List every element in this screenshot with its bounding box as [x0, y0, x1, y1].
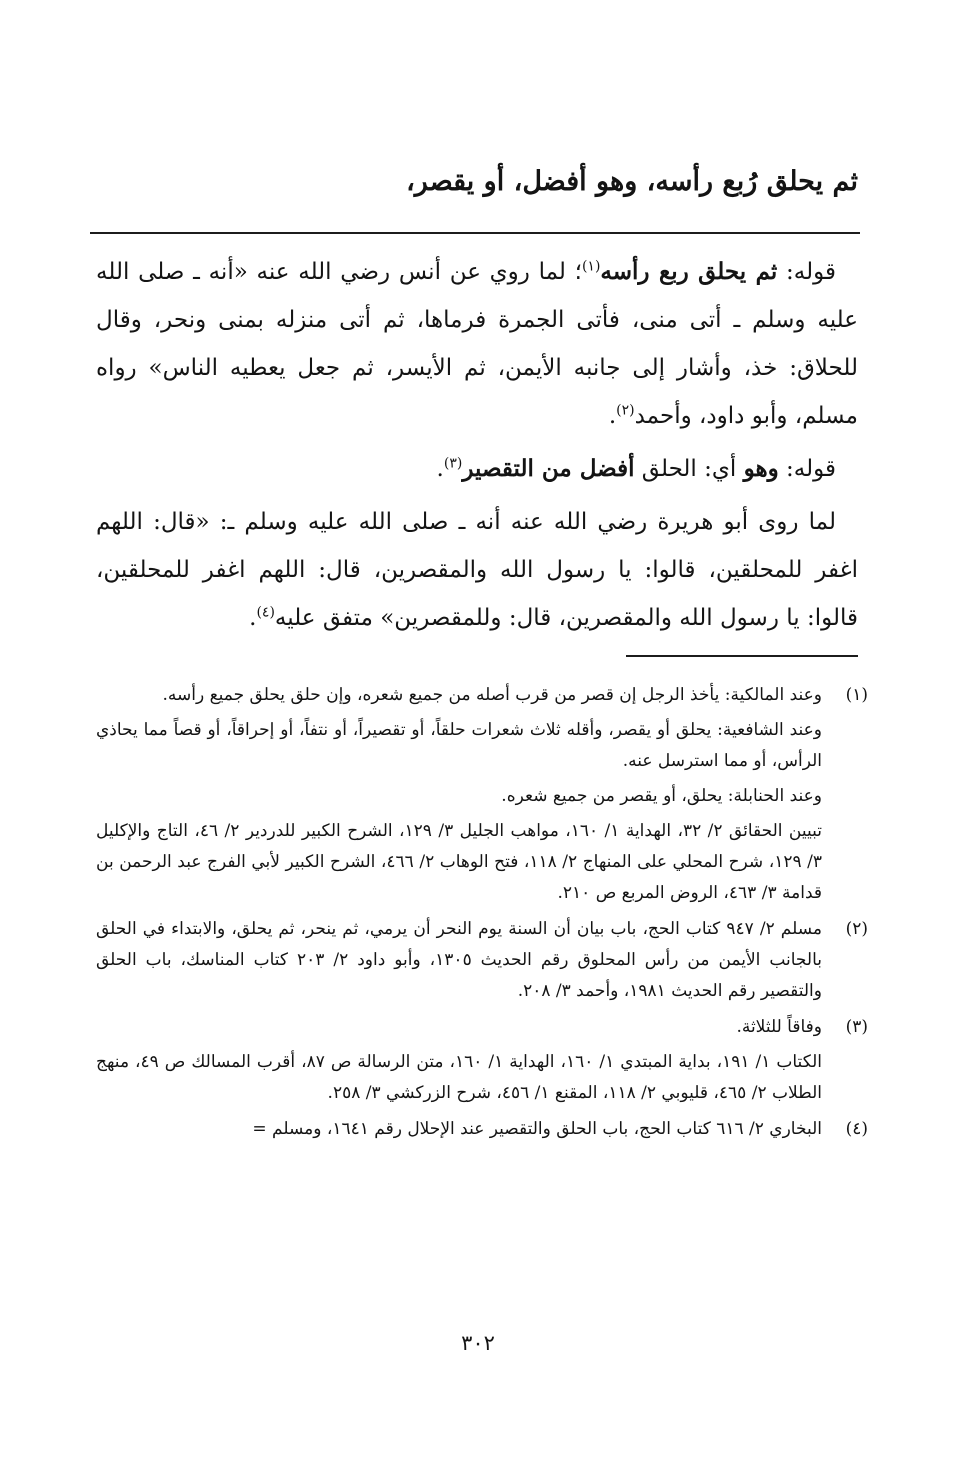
p2-quoted-matn-1: وهو	[743, 455, 779, 482]
footnote-ref-3: (٣)	[443, 455, 463, 472]
footnote-3	[96, 1012, 868, 1109]
footnote-ref-2: (٢)	[616, 402, 635, 419]
footnote-paragraph: وعند المالكية: يأخذ الرجل إن قصر من قرب أصله من جميع شعره، وإن حلق يحلق جميع رأسه.	[162, 685, 822, 705]
commentary-body	[96, 248, 858, 642]
footnote-paragraph: وعند الحنابلة: يحلق، أو يقصر من جميع شعره.	[501, 786, 822, 806]
footnote-paragraph: وفاقاً للثلاثة.	[736, 1017, 822, 1037]
commentary-paragraph-1	[96, 248, 858, 440]
footnote-paragraph: البخاري ٢/ ٦١٦ كتاب الحج، باب الحلق والتقصير عند الإحلال رقم ١٦٤١، ومسلم =	[252, 1119, 822, 1139]
p2-end: .	[436, 456, 444, 482]
p1-text: ؛ لما روي عن أنس رضي الله عنه «أنه ـ صلى الله عليه وسلم ـ أتى منى، فأتى الجمرة فرماها، ثم أتى منزله بمنى ونحر، وقال للحلاق: خذ، وأشار إلى جانبه الأيمن، ثم الأيسر، ثم جعل يعطيه الناس» رواه مسلم، وأبو داود، وأحمد	[96, 259, 858, 429]
p3-text: لما روى أبو هريرة رضي الله عنه أنه ـ صلى الله عليه وسلم ـ: «قال: اللهم اغفر للمحلقين، قالوا: يا رسول الله والمقصرين، قال: اللهم اغفر للمحلقين، قالوا: يا رسول الله والمقصرين، قال: وللمقصرين» متفق عليه	[96, 509, 858, 631]
main-separator-rule	[90, 232, 860, 234]
footnote-number: (٣)	[845, 1017, 868, 1037]
p1-quoted-matn: ثم يحلق ربع رأسه	[600, 258, 778, 285]
p3-end: .	[249, 605, 257, 631]
footnote-body	[96, 1114, 822, 1145]
footnote-number: (٢)	[845, 919, 868, 939]
footnote-paragraph: وعند الشافعية: يحلق أو يقصر، وأقله ثلاث شعرات حلقاً، أو تقصيراً، أو نتفاً، أو إحراقاً، أو قصاً مما يحاذي الرأس، أو مما استرسل عنه.	[96, 720, 822, 771]
footnote-1	[96, 680, 868, 909]
p2-quoted-matn-2: أفضل من التقصير	[462, 455, 635, 482]
page-number: ٣٠٢	[461, 1331, 495, 1355]
p2-lead: قوله:	[778, 456, 836, 482]
footnote-paragraph: تبيين الحقائق ٢/ ٣٢، الهداية ١/ ١٦٠، مواهب الجليل ٣/ ١٢٩، الشرح الكبير للدردير ٢/ ٤٦، التاج والإكليل ٣/ ١٢٩، شرح المحلي على المنهاج ٢/ ١١٨، فتح الوهاب ٢/ ٤٦٦، الشرح الكبير لأبي الفرج عبد الرحمن بن قدامة ٣/ ٤٦٣، الروض المربع ص ٢١٠.	[96, 821, 822, 903]
commentary-paragraph-2	[96, 445, 858, 493]
footnotes-section	[96, 680, 868, 1150]
footnote-number: (١)	[845, 685, 868, 705]
footnote-body	[96, 1012, 822, 1109]
matn-heading: ثم يحلق رُبع رأسه، وهو أفضل، أو يقصر،	[406, 166, 858, 197]
footnote-2	[96, 914, 868, 1007]
footnote-ref-4: (٤)	[256, 604, 275, 621]
footnote-separator-rule	[626, 655, 858, 657]
p1-end: .	[608, 403, 617, 429]
commentary-paragraph-3	[96, 498, 858, 642]
footnote-ref-1: (١)	[581, 258, 601, 275]
footnote-body	[96, 914, 822, 1007]
footnote-4	[96, 1114, 868, 1145]
p2-middle: أي: الحلق	[634, 456, 744, 482]
footnote-paragraph: الكتاب ١/ ١٩١، بداية المبتدي ١/ ١٦٠، الهداية ١/ ١٦٠، متن الرسالة ص ٨٧، أقرب المسالك ص ٤٩، منهج الطلاب ٢/ ٤٦٥، قليوبي ٢/ ١١٨، المقنع ١/ ٤٥٦، شرح الزركشي ٣/ ٢٥٨.	[96, 1052, 822, 1103]
footnote-body	[96, 680, 822, 909]
p1-lead: قوله:	[777, 259, 837, 285]
footnote-number: (٤)	[845, 1119, 868, 1139]
footnote-paragraph: مسلم ٢/ ٩٤٧ كتاب الحج، باب بيان أن السنة يوم النحر أن يرمي، ثم ينحر، ثم يحلق، والابتداء في الحلق بالجانب الأيمن من رأس المحلوق رقم الحديث ١٣٠٥، وأبو داود ٢/ ٢٠٣ كتاب المناسك، باب الحلق والتقصير رقم الحديث ١٩٨١، وأحمد ٣/ ٢٠٨.	[96, 919, 823, 1001]
